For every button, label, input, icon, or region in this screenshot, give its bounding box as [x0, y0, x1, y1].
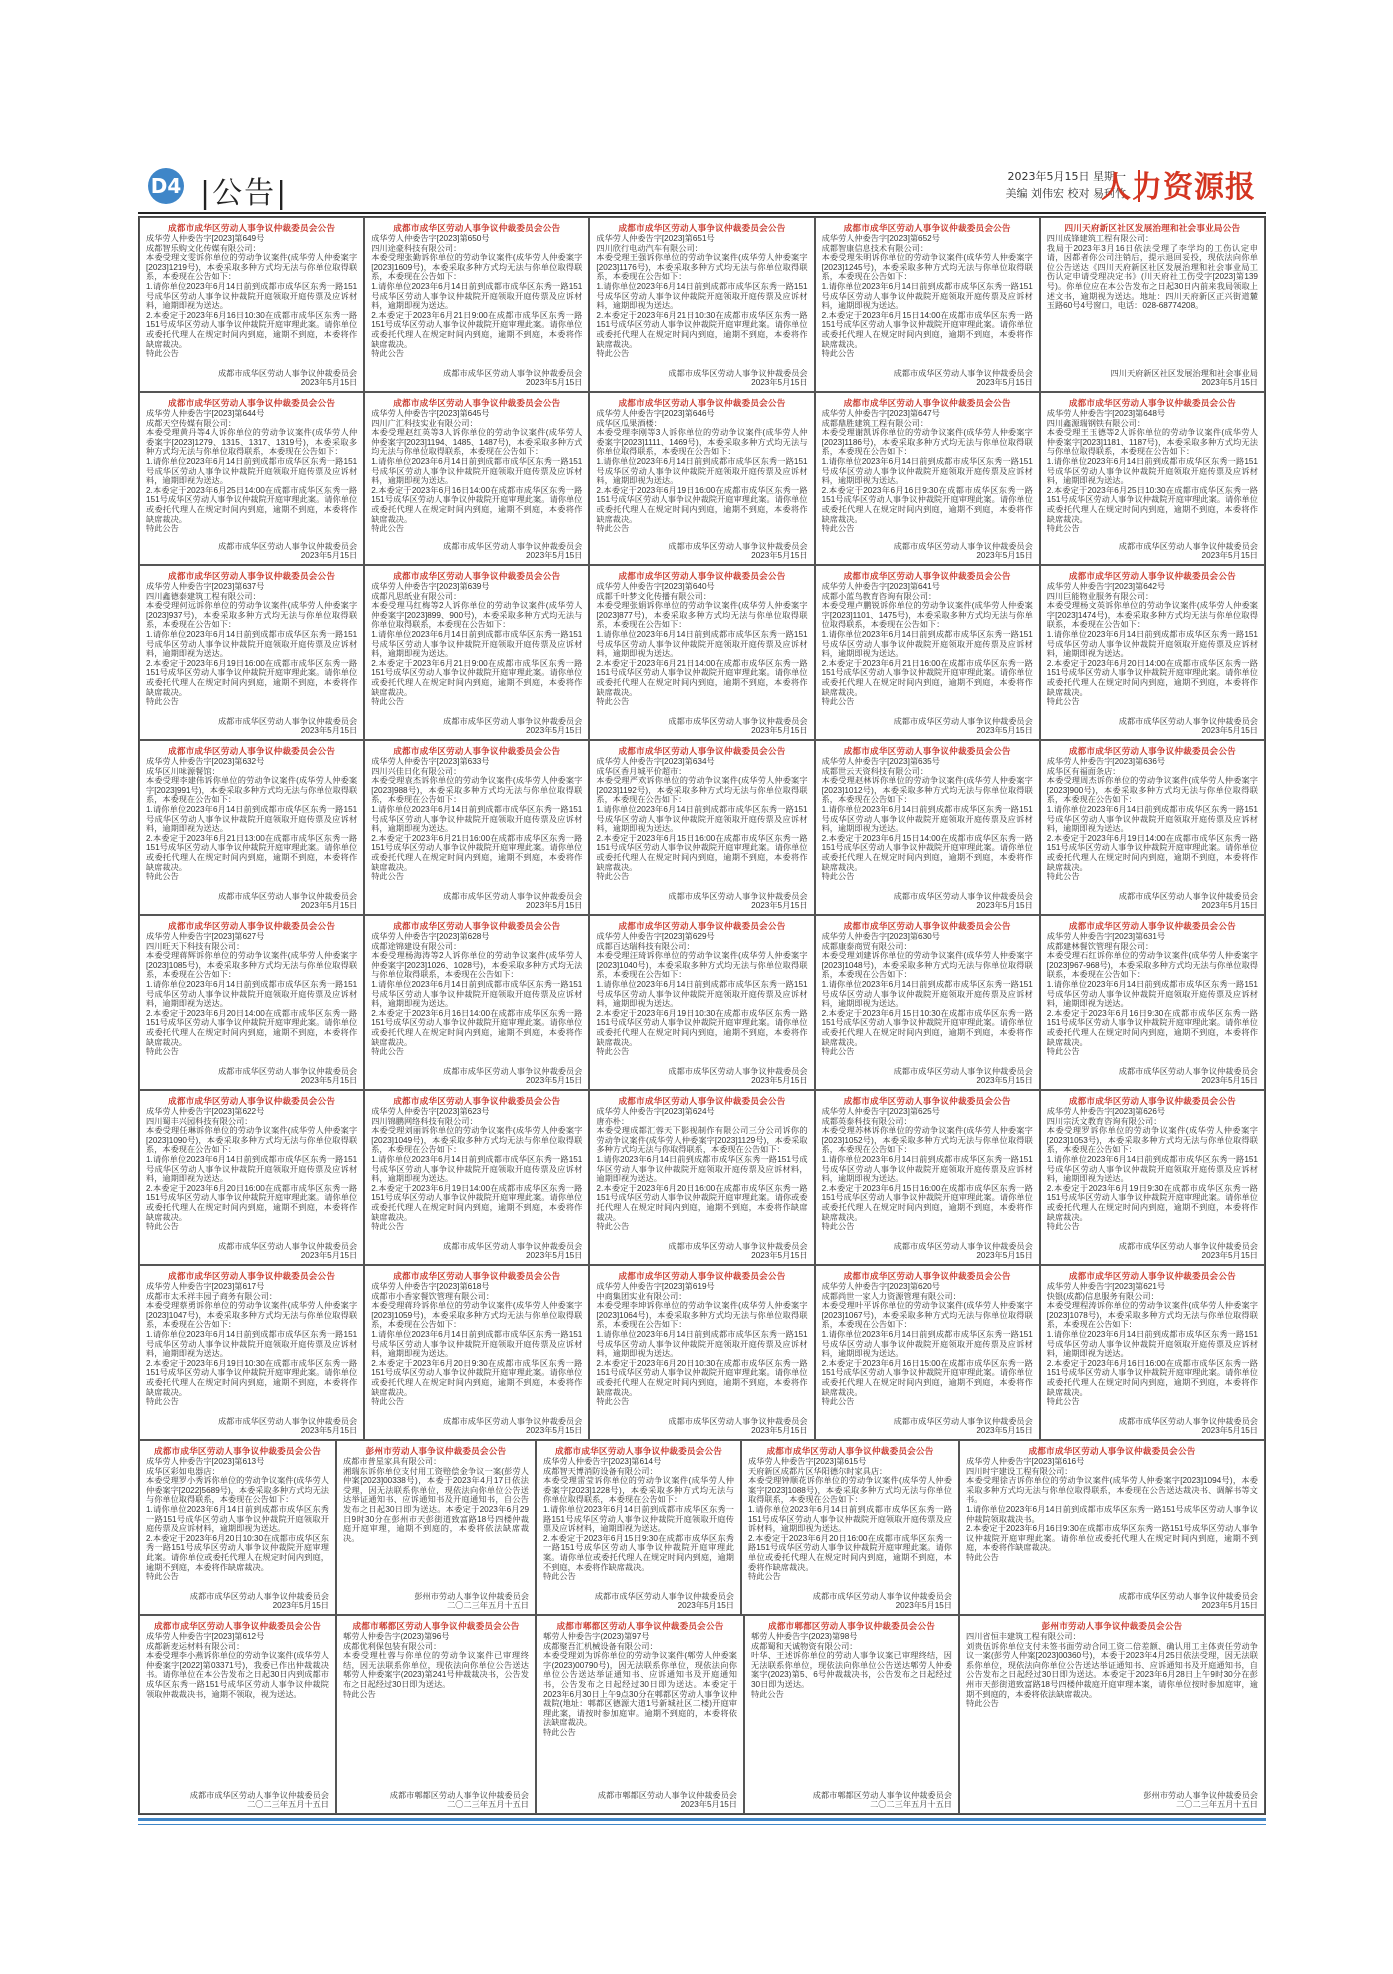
notice-block [536, 1615, 744, 1814]
footer-rule-thin [138, 1824, 1266, 1825]
notice-title: 成都市成华区劳动人事争议仲裁委员会公告 [843, 571, 1011, 581]
notice-title: 成都市郫都区劳动人事争议仲裁委员会公告 [767, 1621, 936, 1631]
notice-signature: 成都市成华区劳动人事争议仲裁委员会 2023年5月15日 [1118, 1416, 1258, 1436]
notice-title: 成都市郫都区劳动人事争议仲裁委员会公告 [556, 1621, 724, 1631]
notice-signature: 成都市成华区劳动人事争议仲裁委员会 2023年5月15日 [893, 1241, 1033, 1261]
notice-body: 成华劳人仲委告字[2023]第634号 成华区香月城平价超市： 本委受理严欢诉你单位的劳动争议案件(成华劳人仲委案字[2023]1192号)，本委采取多种方式均无法与你单位取得联系，本委现在公告如下： 1.请你单位2023年6月14日前到成都市成华区东秀一路151号成华区劳动人事争议仲裁院开庭领取开庭传票及应诉材料，逾期即视为送达。 2.本委定于2023年6月15日16:00在成都市成华区东秀一路151号成华区劳动人事争议仲裁院开庭审理此案。请你单位或委托代理人在规定时间内到庭，逾期不到庭，本委将作缺席裁决。 特此公告 [596, 757, 808, 882]
footer-rule [138, 1818, 1266, 1821]
notice-body: 成华劳人仲委告字[2023]第645号 四川广汇科技实业有限公司： 本委受理赵红英等3人诉你单位的劳动争议案件(成华劳人仲委案字[2023]1194、1485、1487号)，本委采取多种方式均无法与你单位取得联系，本委现在公告如下： 1.请你单位2023年6月14日前到成都市成华区东秀一路151号成华区劳动人事争议仲裁院开庭领取开庭传票及应诉材料，逾期即视为送达。 2.本委定于2023年6月16日14:00在成都市成华区东秀一路151号成华区劳动人事争议仲裁院开庭审理此案。请你单位或委托代理人在规定时间内到庭，逾期不到庭，本委将作缺席裁决。 特此公告 [371, 409, 583, 534]
notice-body: 成华劳人仲委告字[2023]第652号 成都智康信息技术有限公司： 本委受理朱明诉你单位的劳动争议案件(成华劳人仲委案字[2023]1245号)，本委采取多种方式均无法与你单位取得联系，本委现在公告如下： 1.请你单位2023年6月14日前到成都市成华区东秀一路151号成华区劳动人事争议仲裁院开庭领取开庭传票及应诉材料，逾期即视为送达。 2.本委定于2023年6月15日14:00在成都市成华区东秀一路151号成华区劳动人事争议仲裁院开庭审理此案。请你单位或委托代理人在规定时间内到庭，逾期不到庭，本委将作缺席裁决。 特此公告 [821, 234, 1033, 359]
notice-signature: 成都市成华区劳动人事争议仲裁委员会 2023年5月15日 [812, 1591, 952, 1611]
notice-signature: 成都市成华区劳动人事争议仲裁委员会 2023年5月15日 [217, 1241, 358, 1261]
notice-body: 郫劳人仲委告字(2023)第96号 成都优利保包装有限公司： 本委受理杜蓉与你单位的劳动争议案件已审理终结，因无法联系你单位，现依法向你单位公告送达郫劳人仲委案字(2023)第241号仲裁裁决书，公告发布之日起经过30日即为送达。 特此公告 [343, 1632, 529, 1699]
notice-block [364, 217, 589, 392]
notice-title: 成都市成华区劳动人事争议仲裁委员会公告 [393, 223, 561, 233]
notice-body: 成华劳人仲委告字[2023]第630号 成都康泰商贸有限公司： 本委受理刘建诉你单位的劳动争议案件(成华劳人仲委案字[2023]1048号)，本委采取多种方式均无法与你单位取得联系，本委现在公告如下： 1.请你单位2023年6月14日前到成都市成华区东秀一路151号成华区劳动人事争议仲裁院开庭领取开庭传票及应诉材料，逾期即视为送达。 2.本委定于2023年6月15日10:30在成都市成华区东秀一路151号成华区劳动人事争议仲裁院开庭审理此案。请你单位或委托代理人在规定时间内到庭，逾期不到庭，本委将作缺席裁决。 特此公告 [821, 932, 1033, 1057]
notice-block [589, 915, 814, 1090]
notice-signature: 成都市成华区劳动人事争议仲裁委员会 2023年5月15日 [217, 368, 358, 388]
notice-title: 彭州市劳动人事争议仲裁委员会公告 [365, 1446, 507, 1456]
notice-block [139, 392, 364, 565]
notice-body: 成华劳人仲委告字[2023]第623号 四川锦鹏网络科技有限公司： 本委受理刘丽诉你单位的劳动争议案件(成华劳人仲委案字[2023]1049号)，本委采取多种方式均无法与你单位取得联系，本委现在公告如下： 1.请你单位2023年6月14日前到成都市成华区东秀一路151号成华区劳动人事争议仲裁院开庭领取开庭传票及应诉材料，逾期即视为送达。 2.本委定于2023年6月19日14:00在成都市成华区东秀一路151号成华区劳动人事争议仲裁院开庭审理此案。请你单位或委托代理人在规定时间内到庭，逾期不到庭，本委将作缺席裁决。 特此公告 [371, 1107, 583, 1232]
notice-title: 成都市成华区劳动人事争议仲裁委员会公告 [618, 223, 786, 233]
notice-body: 成华劳人仲委告字[2023]第614号 成都智天博消防设备有限公司： 本委受理雷莹诉你单位的劳动争议案件(成华劳人仲委案字[2023]1228号)，本委采取多种方式均无法与你单位取得联系，本委现在公告如下： 1.请你单位2023年6月14日前到成都市成华区东秀一路151号成华区劳动人事争议仲裁院开庭领取开庭传票及应诉材料，逾期即视为送达。 2.本委定于2023年6月15日9:30在成都市成华区东秀一路151号成华区劳动人事争议仲裁院开庭审理此案。请你单位或委托代理人在规定时间内到庭，逾期不到庭，本委将作缺席裁决。 特此公告 [543, 1457, 734, 1582]
notice-block [364, 1265, 589, 1440]
notice-signature: 成都市成华区劳动人事争议仲裁委员会 2023年5月15日 [1118, 716, 1258, 736]
notice-signature: 成都市成华区劳动人事争议仲裁委员会 2023年5月15日 [443, 891, 583, 911]
notice-body: 四川成锋建筑工程有限公司： 我局于2023年3月16日依法受理了李学均的工伤认定申请，因都者你公司注销后，提示退回妥投，现依法向你单位公告送达《四川天府新区社区发展治理和社会事业局工伤认定申请受理决定书》(川天府社工伤受字[2023]第139号)。你单位应在本公告发布之日起30日内前来我局领取上述文书，逾期视为送达。地址：四川天府新区正兴街道麓玉路60号4号窗口，电话：028-68774208。 [1046, 234, 1258, 311]
notice-block [589, 1090, 814, 1265]
notice-body: 成华劳人仲委告字[2023]第622号 四川蜀丰兴园科技有限公司： 本委受理任琳诉你单位的劳动争议案件(成华劳人仲委案字[2023]1090号)，本委采取多种方式均无法与你单位取得联系，本委现在公告如下： 1.请你单位2023年6月14日前到成都市成华区东秀一路151号成华区劳动人事争议仲裁院开庭领取开庭传票及应诉材料，逾期即视为送达。 2.本委定于2023年6月20日16:00在成都市成华区东秀一路151号成华区劳动人事争议仲裁院开庭审理此案。请你单位或委托代理人在规定时间内到庭，逾期不到庭，本委将作缺席裁决。 特此公告 [146, 1107, 358, 1232]
notice-block [364, 1090, 589, 1265]
notice-block [536, 1440, 741, 1615]
notice-signature: 成都市成华区劳动人事争议仲裁委员会 2023年5月15日 [893, 368, 1033, 388]
notice-block [815, 1265, 1040, 1440]
notice-title: 成都市成华区劳动人事争议仲裁委员会公告 [618, 1096, 786, 1106]
notice-signature: 成都市成华区劳动人事争议仲裁委员会 2023年5月15日 [668, 368, 808, 388]
notice-signature: 成都市成华区劳动人事争议仲裁委员会 2023年5月15日 [217, 1066, 358, 1086]
notice-signature: 成都市成华区劳动人事争议仲裁委员会 2023年5月15日 [1118, 891, 1258, 911]
notice-block [139, 1440, 336, 1615]
notice-title: 成都市成华区劳动人事争议仲裁委员会公告 [618, 921, 786, 931]
notice-signature: 四川天府新区社区发展治理和社会事业局 2023年5月15日 [1110, 368, 1258, 388]
notice-signature: 成都市郫都区劳动人事争议仲裁委员会 二〇二三年五月十五日 [812, 1790, 952, 1810]
notice-body: 成华劳人仲委告字[2023]第625号 成都英泰科技有限公司： 本委受理苏林诉你单位的劳动争议案件(成华劳人仲委案字[2023]1052号)，本委采取多种方式均无法与你单位取得联系，本委现在公告如下： 1.请你单位2023年6月14日前到成都市成华区东秀一路151号成华区劳动人事争议仲裁院开庭领取开庭传票及应诉材料，逾期即视为送达。 2.本委定于2023年6月15日16:00在成都市成华区东秀一路151号成华区劳动人事争议仲裁院开庭审理此案。请你单位或委托代理人在规定时间内到庭，逾期不到庭，本委将作缺席裁决。 特此公告 [821, 1107, 1033, 1232]
notice-signature: 成都市成华区劳动人事争议仲裁委员会 2023年5月15日 [893, 716, 1033, 736]
notice-body: 成华劳人仲委告字[2023]第644号 成都天空传媒有限公司： 本委受理黄丹等4人诉你单位的劳动争议案件(成华劳人仲委案字[2023]1279、1315、1317、1319号)，本委采取多种方式均无法与你单位取得联系，本委现在公告如下： 1.请你单位2023年6月14日前到成都市成华区东秀一路151号成华区劳动人事争议仲裁院开庭领取开庭传票及应诉材料，逾期即视为送达。 2.本委定于2023年6月25日14:00在成都市成华区东秀一路151号成华区劳动人事争议仲裁院开庭审理此案。请你单位或委托代理人在规定时间内到庭，逾期不到庭，本委将作缺席裁决。 特此公告 [146, 409, 358, 534]
notice-title: 成都市成华区劳动人事争议仲裁委员会公告 [618, 571, 786, 581]
notice-title: 成都市成华区劳动人事争议仲裁委员会公告 [1028, 1446, 1196, 1456]
notice-body: 成华劳人仲委告字[2023]第649号 成都智乐购文化传媒有限公司： 本委受理文雯诉你单位的劳动争议案件(成华劳人仲委案字[2023]1219号)，本委采取多种方式均无法与你单位取得联系，本委现在公告如下： 1.请你单位2023年6月14日前到成都市成华区东秀一路151号成华区劳动人事争议仲裁院开庭领取开庭传票及应诉材料，逾期即视为送达。 2.本委定于2023年6月16日10:30在成都市成华区东秀一路151号成华区劳动人事争议仲裁院开庭审理此案。请你单位或委托代理人在规定时间内到庭，逾期不到庭，本委将作缺席裁决。 特此公告 [146, 234, 358, 359]
section-label: 公告 [212, 176, 277, 211]
notice-signature: 成都市成华区劳动人事争议仲裁委员会 2023年5月15日 [443, 1416, 583, 1436]
newspaper-masthead: 人力资源报 [1101, 170, 1256, 205]
notice-grid [138, 216, 1266, 1815]
notice-body: 成华劳人仲委告字[2023]第642号 四川巨能物业服务有限公司： 本委受理杨文英诉你单位的劳动争议案件(成华劳人仲委案字[2023]1474号)，本委采取多种方式均无法与你单位取得联系，本委现在公告如下： 1.请你单位2023年6月14日前到成都市成华区东秀一路151号成华区劳动人事争议仲裁院开庭领取开庭传票及应诉材料，逾期即视为送达。 2.本委定于2023年6月20日14:00在成都市成华区东秀一路151号成华区劳动人事争议仲裁院开庭审理此案。请你单位或委托代理人在规定时间内到庭，逾期不到庭，本委将作缺席裁决。 特此公告 [1046, 582, 1258, 707]
notice-block [139, 1265, 364, 1440]
notice-block [1040, 1090, 1265, 1265]
notice-title: 成都市成华区劳动人事争议仲裁委员会公告 [843, 921, 1011, 931]
notice-signature: 成都市成华区劳动人事争议仲裁委员会 2023年5月15日 [217, 891, 358, 911]
notice-signature: 成都市成华区劳动人事争议仲裁委员会 2023年5月15日 [893, 541, 1033, 561]
notice-title: 成都市成华区劳动人事争议仲裁委员会公告 [393, 571, 561, 581]
notice-title: 成都市成华区劳动人事争议仲裁委员会公告 [843, 1271, 1011, 1281]
notice-title: 成都市成华区劳动人事争议仲裁委员会公告 [618, 746, 786, 756]
notice-block [589, 217, 814, 392]
notice-body: 成华劳人仲委告字[2023]第627号 四川旺天下科技有限公司： 本委受理蒋辉诉你单位的劳动争议案件(成华劳人仲委案字[2023]1085号)，本委采取多种方式均无法与你单位取得联系，本委现在公告如下： 1.请你单位2023年6月14日前到成都市成华区东秀一路151号成华区劳动人事争议仲裁院开庭领取开庭传票及应诉材料，逾期即视为送达。 2.本委定于2023年6月20日14:00在成都市成华区东秀一路151号成华区劳动人事争议仲裁院开庭审理此案。请你单位或委托代理人在规定时间内到庭，逾期不到庭，本委将作缺席裁决。 特此公告 [146, 932, 358, 1057]
notice-body: 成华劳人仲委告字[2023]第615号 天府新区成都片区华阳德尔时家具店： 本委受理钟顺花诉你单位的劳动争议案件(成华劳人仲委案字[2023]1088号)，本委采取多种方式均无法与你单位取得联系，本委现在公告如下： 1.请你单位2023年6月14日前到成都市成华区东秀一路151号成华区劳动人事争议仲裁院开庭领取开庭传票及应诉材料，逾期即视为送达。 2.本委定于2023年6月20日16:00在成都市成华区东秀一路151号成华区劳动人事争议仲裁院开庭审理此案。请你单位或委托代理人在规定时间内到庭，逾期不到庭，本委将作缺席裁决。 特此公告 [748, 1457, 952, 1582]
notice-title: 成都市成华区劳动人事争议仲裁委员会公告 [153, 1446, 322, 1456]
notice-body: 成华劳人仲委告字[2023]第635号 成都世云天资科技有限公司： 本委受理赵林诉你单位的劳动争议案件(成华劳人仲委案字[2023]1012号)，本委采取多种方式均无法与你单位取得联系，本委现在公告如下： 1.请你单位2023年6月14日前到成都市成华区东秀一路151号成华区劳动人事争议仲裁院开庭领取开庭传票及应诉材料，逾期即视为送达。 2.本委定于2023年6月15日14:00在成都市成华区东秀一路151号成华区劳动人事争议仲裁院开庭审理此案。请你单位或委托代理人在规定时间内到庭，逾期不到庭，本委将作缺席裁决。 特此公告 [821, 757, 1033, 882]
notice-signature: 成都市成华区劳动人事争议仲裁委员会 2023年5月15日 [217, 1416, 358, 1436]
notice-body: 成华劳人仲委告字[2023]第648号 四川鑫源瑞钢铁有限公司： 本委受理王玉德等2人诉你单位的劳动争议案件(成华劳人仲委案字[2023]1181、1187号)，本委采取多种方式均无法与你单位取得联系，本委现在公告如下： 1.请你单位2023年6月14日前到成都市成华区东秀一路151号成华区劳动人事争议仲裁院开庭领取开庭传票及应诉材料，逾期即视为送达。 2.本委定于2023年6月25日10:30在成都市成华区东秀一路151号成华区劳动人事争议仲裁院开庭审理此案。请你单位或委托代理人在规定时间内到庭，逾期不到庭，本委将作缺席裁决。 特此公告 [1046, 409, 1258, 534]
notice-block [1040, 915, 1265, 1090]
notice-body: 成华劳人仲委告字[2023]第620号 成都尚世一家人力资源管理有限公司： 本委受理叶平诉你单位的劳动争议案件(成华劳人仲委案字[2023]1067号)，本委采取多种方式均无法与你单位取得联系，本委现在公告如下： 1.请你单位2023年6月14日前到成都市成华区东秀一路151号成华区劳动人事争议仲裁院开庭领取开庭传票及应诉材料，逾期即视为送达。 2.本委定于2023年6月16日15:00在成都市成华区东秀一路151号成华区劳动人事争议仲裁院开庭审理此案。请你单位或委托代理人在规定时间内到庭，逾期不到庭，本委将作缺席裁决。 特此公告 [821, 1282, 1033, 1407]
notice-signature: 成都市成华区劳动人事争议仲裁委员会 2023年5月15日 [1118, 1591, 1258, 1611]
notice-title: 成都市成华区劳动人事争议仲裁委员会公告 [554, 1446, 723, 1456]
notice-body: 成华劳人仲委告字[2023]第618号 成都市小香家餐饮管理有限公司： 本委受理蒋玲诉你单位的劳动争议案件(成华劳人仲委案字[2023]1059号)，本委采取多种方式均无法与你单位取得联系，本委现在公告如下： 1.请你单位2023年6月14日前到成都市成华区东秀一路151号成华区劳动人事争议仲裁院开庭领取开庭传票及应诉材料，逾期即视为送达。 2.本委定于2023年6月20日9:30在成都市成华区东秀一路151号成华区劳动人事争议仲裁院开庭审理此案。请你单位或委托代理人在规定时间内到庭，逾期不到庭，本委将作缺席裁决。 特此公告 [371, 1282, 583, 1407]
notice-title: 成都市成华区劳动人事争议仲裁委员会公告 [168, 1096, 336, 1106]
notice-signature: 成都市成华区劳动人事争议仲裁委员会 2023年5月15日 [893, 1066, 1033, 1086]
notice-title: 成都市郫都区劳动人事争议仲裁委员会公告 [352, 1621, 520, 1631]
notice-block [1040, 565, 1265, 740]
notice-title: 成都市成华区劳动人事争议仲裁委员会公告 [393, 921, 561, 931]
notice-signature: 成都市成华区劳动人事争议仲裁委员会 2023年5月15日 [668, 1066, 808, 1086]
notice-signature: 成都市成华区劳动人事争议仲裁委员会 2023年5月15日 [443, 1241, 583, 1261]
notice-title: 成都市成华区劳动人事争议仲裁委员会公告 [1068, 746, 1236, 756]
notice-block [1040, 217, 1265, 392]
notice-block [815, 217, 1040, 392]
notice-signature: 成都市成华区劳动人事争议仲裁委员会 2023年5月15日 [594, 1591, 734, 1611]
notice-title: 彭州市劳动人事争议仲裁委员会公告 [1041, 1621, 1183, 1631]
notice-title: 成都市成华区劳动人事争议仲裁委员会公告 [1068, 1271, 1236, 1281]
notice-body: 成华劳人仲委告字[2023]第646号 成华区瓜果酒楼： 本委受理李刚等3人诉你单位的劳动争议案件(成华劳人仲委案字[2023]1111、1469号)，本委采取多种方式均无法与你单位取得联系，本委现在公告如下： 1.请你单位2023年6月14日前到成都市成华区东秀一路151号成华区劳动人事争议仲裁院开庭领取开庭传票及应诉材料，逾期即视为送达。 2.本委定于2023年6月19日16:00在成都市成华区东秀一路151号成华区劳动人事争议仲裁院开庭审理此案。请你单位或委托代理人在规定时间内到庭，逾期不到庭，本委将作缺席裁决。 特此公告 [596, 409, 808, 534]
notice-block [139, 740, 364, 915]
notice-block [589, 565, 814, 740]
notice-body: 成华劳人仲委告字[2023]第631号 成都建林餐饮管理有限公司： 本委受理石红诉你单位的劳动争议案件(成华劳人仲委案字[2023]967-968号)，本委采取多种方式均无法与你单位取得联系，本委现在公告如下： 1.请你单位2023年6月14日前到成都市成华区东秀一路151号成华区劳动人事争议仲裁院开庭领取开庭传票及应诉材料，逾期即视为送达。 2.本委定于2023年6月16日9:30在成都市成华区东秀一路151号成华区劳动人事争议仲裁院开庭审理此案。请你单位或委托代理人在规定时间内到庭，逾期不到庭，本委将作缺席裁决。 特此公告 [1046, 932, 1258, 1057]
notice-block [139, 565, 364, 740]
notice-signature: 成都市成华区劳动人事争议仲裁委员会 二〇二三年五月十五日 [189, 1790, 329, 1810]
notice-body: 成华劳人仲委告字[2023]第621号 快银(成都)信息服务有限公司： 本委受理程涛诉你单位的劳动争议案件(成华劳人仲委案字[2023]1078号)，本委采取多种方式均无法与你单位取得联系，本委现在公告如下： 1.请你单位2023年6月14日前到成都市成华区东秀一路151号成华区劳动人事争议仲裁院开庭领取开庭传票及应诉材料，逾期即视为送达。 2.本委定于2023年6月16日16:00在成都市成华区东秀一路151号成华区劳动人事争议仲裁院开庭审理此案。请你单位或委托代理人在规定时间内到庭，逾期不到庭，本委将作缺席裁决。 特此公告 [1046, 1282, 1258, 1407]
notice-title: 成都市成华区劳动人事争议仲裁委员会公告 [153, 1621, 322, 1631]
notice-body: 成华劳人仲委告字[2023]第619号 中商集团实业有限公司： 本委受理李坤诉你单位的劳动争议案件(成华劳人仲委案字[2023]1064号)，本委采取多种方式均无法与你单位取得联系，本委现在公告如下： 1.请你单位2023年6月14日前到成都市成华区东秀一路151号成华区劳动人事争议仲裁院开庭领取开庭传票及应诉材料，逾期即视为送达。 2.本委定于2023年6月20日10:30在成都市成华区东秀一路151号成华区劳动人事争议仲裁院开庭审理此案。请你单位或委托代理人在规定时间内到庭，逾期不到庭，本委将作缺席裁决。 特此公告 [596, 1282, 808, 1407]
notice-signature: 成都市成华区劳动人事争议仲裁委员会 2023年5月15日 [189, 1591, 329, 1611]
page-number-badge: D4 [148, 168, 184, 204]
notice-block [1040, 392, 1265, 565]
notice-title: 成都市成华区劳动人事争议仲裁委员会公告 [618, 1271, 786, 1281]
notice-block [336, 1615, 536, 1814]
notice-block [815, 740, 1040, 915]
section-title: |公告| [200, 176, 289, 211]
notice-body: 成华劳人仲委告字[2023]第613号 成华区彩如电器店： 本委受理罗小秀诉你单位的劳动争议案件(成华劳人仲委案字[2022]5689号)，本委采取多种方式均无法与你单位取得联系，本委现在公告如下： 1.请你单位2023年6月14日前到成都市成华区东秀一路151号成华区劳动人事争议仲裁院开庭领取开庭传票及应诉材料，逾期即视为送达。 2.本委定于2023年6月20日10:30在成都市成华区东秀一路151号成华区劳动人事争议仲裁院开庭审理此案。请你单位或委托代理人在规定时间内到庭，逾期不到庭，本委将作缺席裁决。 特此公告 [146, 1457, 329, 1582]
notice-body: 成华劳人仲委告字[2023]第629号 成都百达瑞科技有限公司： 本委受理汪琦诉你单位的劳动争议案件(成华劳人仲委案字[2023]1040号)，本委采取多种方式均无法与你单位取得联系，本委现在公告如下： 1.请你单位2023年6月14日前到成都市成华区东秀一路151号成华区劳动人事争议仲裁院开庭领取开庭传票及应诉材料，逾期即视为送达。 2.本委定于2023年6月19日10:30在成都市成华区东秀一路151号成华区劳动人事争议仲裁院开庭审理此案。请你单位或委托代理人在规定时间内到庭，逾期不到庭，本委将作缺席裁决。 特此公告 [596, 932, 808, 1057]
notice-body: 成都市普星家具有限公司： 湘瑞东诉你单位支付用工资赔偿金争议一案(彭劳人仲案[2023]00338号)，本委于2023年4月17日依法受理，因无法联系你单位，现依法向你单位公告送达举证通知书、应诉通知书及开庭通知书，自公告发布之日起30日即为送达。本委定于2023年6月29日9时30分在彭州市天彭街道致富路18号四楼仲裁庭开庭审理，逾期不到庭的，本委将依法缺席裁决。 [343, 1457, 529, 1543]
notice-block [815, 565, 1040, 740]
notice-title: 成都市成华区劳动人事争议仲裁委员会公告 [168, 223, 336, 233]
notice-title: 成都市成华区劳动人事争议仲裁委员会公告 [1068, 571, 1236, 581]
notice-body: 成华劳人仲委告字[2023]第632号 成华区川味源餐馆： 本委受理李建伟诉你单位的劳动争议案件(成华劳人仲委案字[2023]991号)，本委采取多种方式均无法与你单位取得联系，本委现在公告如下： 1.请你单位2023年6月14日前到成都市成华区东秀一路151号成华区劳动人事争议仲裁院开庭领取开庭传票及应诉材料，逾期即视为送达。 2.本委定于2023年6月21日13:00在成都市成华区东秀一路151号成华区劳动人事争议仲裁院开庭审理此案。请你单位或委托代理人在规定时间内到庭，逾期不到庭，本委将作缺席裁决。 特此公告 [146, 757, 358, 882]
notice-block [336, 1440, 536, 1615]
notice-block [364, 740, 589, 915]
notice-title: 成都市成华区劳动人事争议仲裁委员会公告 [1068, 398, 1236, 408]
notice-signature: 成都市成华区劳动人事争议仲裁委员会 2023年5月15日 [668, 716, 808, 736]
notice-title: 成都市成华区劳动人事争议仲裁委员会公告 [168, 398, 336, 408]
notice-signature: 成都市成华区劳动人事争议仲裁委员会 2023年5月15日 [668, 891, 808, 911]
notice-block [139, 217, 364, 392]
notice-body: 成华劳人仲委告字[2023]第639号 成都凡思纸业有限公司： 本委受理马红梅等2人诉你单位的劳动争议案件(成华劳人仲委案字[2023]899、900号)，本委采取多种方式均无法与你单位取得联系，本委现在公告如下： 1.请你单位2023年6月14日前到成都市成华区东秀一路151号成华区劳动人事争议仲裁院开庭领取开庭传票及应诉材料，逾期即视为送达。 2.本委定于2023年6月21日9:00在成都市成华区东秀一路151号成华区劳动人事争议仲裁院开庭审理此案。请你单位或委托代理人在规定时间内到庭，逾期不到庭，本委将作缺席裁决。 特此公告 [371, 582, 583, 707]
notice-body: 成华劳人仲委告字[2023]第617号 成都市太禾祥丰园子商务有限公司： 本委受理蔡勇诉你单位的劳动争议案件(成华劳人仲委案字[2023]1047号)，本委采取多种方式均无法与你单位取得联系，本委现在公告如下： 1.请你单位2023年6月14日前到成都市成华区东秀一路151号成华区劳动人事争议仲裁院开庭领取开庭传票及应诉材料，逾期即视为送达。 2.本委定于2023年6月19日10:30在成都市成华区东秀一路151号成华区劳动人事争议仲裁院开庭审理此案。请你单位或委托代理人在规定时间内到庭，逾期不到庭，本委将作缺席裁决。 特此公告 [146, 1282, 358, 1407]
notice-body: 郫劳人仲委告字(2023)第97号 成都聚吾汇机械设备有限公司： 本委受理刘为诉你单位的劳动争议案件(郫劳人仲委案字(2023)00790号)，因无法联系你单位，现依法向你单位公告送达举证通知书、应诉通知书及开庭通知书，公告发布之日起经过30日即为送达。本委定于2023年6月30日上午9点30分在郫都区劳动人事争议仲裁院(地址：郫都区德源大道1号新城社区二楼)开庭审理此案，请按时参加庭审。逾期不到庭的，本委将依法缺席裁决。 特此公告 [543, 1632, 737, 1737]
notice-block [364, 915, 589, 1090]
notice-block [589, 1265, 814, 1440]
notice-block [1040, 740, 1265, 915]
notice-body: 成华劳人仲委告字[2023]第647号 成都鼎胜建筑工程有限公司： 本委受理谢凯诉你单位的劳动争议案件(成华劳人仲委案字[2023]1186号)，本委采取多种方式均无法与你单位取得联系，本委现在公告如下： 1.请你单位2023年6月14日前到成都市成华区东秀一路151号成华区劳动人事争议仲裁院开庭领取开庭传票及应诉材料，逾期即视为送达。 2.本委定于2023年6月16日9:30在成都市成华区东秀一路151号成华区劳动人事争议仲裁院开庭审理此案。请你单位或委托代理人在规定时间内到庭，逾期不到庭，本委将作缺席裁决。 特此公告 [821, 409, 1033, 534]
notice-block [1040, 1265, 1265, 1440]
notice-block [744, 1615, 959, 1814]
notice-body: 成华劳人仲委告字[2023]第624号 唐亦朴： 本委受理成都汇蓉天下影视制作有限公司三分公司诉你的劳动争议案件(成华劳人仲委案字[2023]1129号)，本委采取多种方式均无法与你取得联系，本委现在公告如下： 1.请你2023年6月14日前到成都市成华区东秀一路151号成华区劳动人事争议仲裁院开庭领取开庭传票及应诉材料，逾期即视为送达。 2.本委定于2023年6月20日16:00在成都市成华区东秀一路151号成华区劳动人事争议仲裁院开庭审理此案。请你或委托代理人在规定时间内到庭，逾期不到庭，本委将作缺席裁决。 特此公告 [596, 1107, 808, 1232]
notice-title: 成都市成华区劳动人事争议仲裁委员会公告 [168, 571, 336, 581]
notice-signature: 成都市郫都区劳动人事争议仲裁委员会 二〇二三年五月十五日 [389, 1790, 529, 1810]
notice-title: 成都市成华区劳动人事争议仲裁委员会公告 [393, 398, 561, 408]
notice-signature: 成都市成华区劳动人事争议仲裁委员会 2023年5月15日 [1118, 1241, 1258, 1261]
notice-body: 成华劳人仲委告字[2023]第641号 成都小蓝鸟教育咨询有限公司： 本委受理卢鹏锐诉你单位的劳动争议案件(成华劳人仲委案字[2023]1101、1475号)，本委采取多种方式均无法与你单位取得联系，本委现在公告如下： 1.请你单位2023年6月14日前到成都市成华区东秀一路151号成华区劳动人事争议仲裁院开庭领取开庭传票及应诉材料，逾期即视为送达。 2.本委定于2023年6月21日16:00在成都市成华区东秀一路151号成华区劳动人事争议仲裁院开庭审理此案。请你单位或委托代理人在规定时间内到庭，逾期不到庭，本委将作缺席裁决。 特此公告 [821, 582, 1033, 707]
notice-title: 成都市成华区劳动人事争议仲裁委员会公告 [168, 746, 336, 756]
notice-title: 成都市成华区劳动人事争议仲裁委员会公告 [843, 1096, 1011, 1106]
notice-signature: 成都市成华区劳动人事争议仲裁委员会 2023年5月15日 [443, 541, 583, 561]
notice-title: 成都市成华区劳动人事争议仲裁委员会公告 [766, 1446, 934, 1456]
notice-block [589, 392, 814, 565]
notice-body: 成华劳人仲委告字[2023]第628号 成都途锦建设有限公司： 本委受理杨海涛等2人诉你单位的劳动争议案件(成华劳人仲委案字[2023]1026、1028号)，本委采取多种方式均无法与你单位取得联系，本委现在公告如下： 1.请你单位2023年6月14日前到成都市成华区东秀一路151号成华区劳动人事争议仲裁院开庭领取开庭传票及应诉材料，逾期即视为送达。 2.本委定于2023年6月16日14:00在成都市成华区东秀一路151号成华区劳动人事争议仲裁院开庭审理此案。请你单位或委托代理人在规定时间内到庭，逾期不到庭，本委将作缺席裁决。 特此公告 [371, 932, 583, 1057]
notice-signature: 成都市成华区劳动人事争议仲裁委员会 2023年5月15日 [443, 368, 583, 388]
notice-signature: 成都市成华区劳动人事争议仲裁委员会 2023年5月15日 [893, 891, 1033, 911]
notice-body: 成华劳人仲委告字[2023]第650号 四川途豪科技有限公司： 本委受理张勤诉你单位的劳动争议案件(成华劳人仲委案字[2023]1609号)，本委采取多种方式均无法与你单位取得联系，本委现在公告如下： 1.请你单位2023年6月14日前到成都市成华区东秀一路151号成华区劳动人事争议仲裁院开庭领取开庭传票及应诉材料，逾期即视为送达。 2.本委定于2023年6月21日9:00在成都市成华区东秀一路151号成华区劳动人事争议仲裁院开庭审理此案。请你单位或委托代理人在规定时间内到庭，逾期不到庭，本委将作缺席裁决。 特此公告 [371, 234, 583, 359]
notice-signature: 成都市成华区劳动人事争议仲裁委员会 2023年5月15日 [893, 1416, 1033, 1436]
notice-block [815, 392, 1040, 565]
notice-title: 成都市成华区劳动人事争议仲裁委员会公告 [393, 1096, 561, 1106]
notice-title: 成都市成华区劳动人事争议仲裁委员会公告 [618, 398, 786, 408]
notice-body: 成华劳人仲委告字[2023]第637号 四川鑫德泰建筑工程有限公司： 本委受理何远诉你单位的劳动争议案件(成华劳人仲委案字[2023]937号)，本委采取多种方式均无法与你单位取得联系，本委现在公告如下： 1.请你单位2023年6月14日前到成都市成华区东秀一路151号成华区劳动人事争议仲裁院开庭领取开庭传票及应诉材料，逾期即视为送达。 2.本委定于2023年6月19日16:00在成都市成华区东秀一路151号成华区劳动人事争议仲裁院开庭审理此案。请你单位或委托代理人在规定时间内到庭，逾期不到庭，本委将作缺席裁决。 特此公告 [146, 582, 358, 707]
notice-signature: 成都市成华区劳动人事争议仲裁委员会 2023年5月15日 [1118, 1066, 1258, 1086]
issue-date: 2023年5月15日 星期一 [1007, 170, 1126, 183]
notice-signature: 彭州市劳动人事争议仲裁委员会 二〇二三年五月十五日 [414, 1591, 529, 1611]
notice-title: 成都市成华区劳动人事争议仲裁委员会公告 [843, 398, 1011, 408]
notice-signature: 成都市成华区劳动人事争议仲裁委员会 2023年5月15日 [217, 541, 358, 561]
notice-body: 四川省恒丰建筑工程有限公司： 刘贵伍诉你单位支付未签书面劳动合同工资二倍差额、确认用工主体责任劳动争议一案(彭劳人仲案[2023]00360号)，本委于2023年4月25日依法受理，因无法联系你单位，现依法向你单位公告送达举证通知书、应诉通知书及开庭通知书，自公告发布之日起经过30日即为送达。本委定于2023年6月28日上午9时30分在彭州市天彭街道致富路18号四楼仲裁庭开庭审理本案，请你单位按时参加庭审，逾期不到庭的，本委将依法缺席裁决。 特此公告 [966, 1632, 1258, 1709]
notice-block [959, 1615, 1265, 1814]
notice-body: 成华劳人仲委告字[2023]第651号 四川欣行电动汽车有限公司： 本委受理王强诉你单位的劳动争议案件(成华劳人仲委案字[2023]1176号)，本委采取多种方式均无法与你单位取得联系，本委现在公告如下： 1.请你单位2023年6月14日前到成都市成华区东秀一路151号成华区劳动人事争议仲裁院开庭领取开庭传票及应诉材料，逾期即视为送达。 2.本委定于2023年6月21日10:30在成都市成华区东秀一路151号成华区劳动人事争议仲裁院开庭审理此案。请你单位或委托代理人在规定时间内到庭，逾期不到庭，本委将作缺席裁决。 特此公告 [596, 234, 808, 359]
notice-body: 成华劳人仲委告字[2023]第612号 成都新麦运材料有限公司： 本委受理李小燕诉你单位的劳动争议案件(成华劳人仲委案字[2022]第03371号)，我委已作出仲裁裁决书。请你单位在本公告发布之日起30日内到成都市成华区东秀一路151号成华区劳动人事争议仲裁院领取仲裁裁决书，逾期不领取，视为送达。 [146, 1632, 329, 1699]
notice-signature: 成都市成华区劳动人事争议仲裁委员会 2023年5月15日 [217, 716, 358, 736]
notice-block [959, 1440, 1265, 1615]
notice-title: 成都市成华区劳动人事争议仲裁委员会公告 [843, 746, 1011, 756]
notice-signature: 成都市成华区劳动人事争议仲裁委员会 2023年5月15日 [1118, 541, 1258, 561]
notice-block [139, 915, 364, 1090]
notice-block [815, 1090, 1040, 1265]
notice-title: 成都市成华区劳动人事争议仲裁委员会公告 [168, 1271, 336, 1281]
notice-body: 成华劳人仲委告字[2023]第633号 四川兴佳日化有限公司： 本委受理袁杰诉你单位的劳动争议案件(成华劳人仲委案字[2023]988号)，本委采取多种方式均无法与你单位取得联系，本委现在公告如下： 1.请你单位2023年6月14日前到成都市成华区东秀一路151号成华区劳动人事争议仲裁院开庭领取开庭传票及应诉材料，逾期即视为送达。 2.本委定于2023年6月21日16:00在成都市成华区东秀一路151号成华区劳动人事争议仲裁院开庭审理此案。请你单位或委托代理人在规定时间内到庭，逾期不到庭，本委将作缺席裁决。 特此公告 [371, 757, 583, 882]
notice-title: 成都市成华区劳动人事争议仲裁委员会公告 [393, 1271, 561, 1281]
staff-credits: 美编 刘伟宏 校对 易珂竹 [1005, 187, 1126, 200]
notice-title: 四川天府新区社区发展治理和社会事业局公告 [1064, 223, 1241, 233]
notice-signature: 成都市成华区劳动人事争议仲裁委员会 2023年5月15日 [443, 716, 583, 736]
notice-signature: 彭州市劳动人事争议仲裁委员会 二〇二三年五月十五日 [1143, 1790, 1258, 1810]
notice-block [364, 392, 589, 565]
notice-body: 成华劳人仲委告字[2023]第640号 成都千叶梦文化传播有限公司： 本委受理张娟诉你单位的劳动争议案件(成华劳人仲委案字[2023]877号)，本委采取多种方式均无法与你单位取得联系，本委现在公告如下： 1.请你单位2023年6月14日前到成都市成华区东秀一路151号成华区劳动人事争议仲裁院开庭领取开庭传票及应诉材料，逾期即视为送达。 2.本委定于2023年6月21日14:00在成都市成华区东秀一路151号成华区劳动人事争议仲裁院开庭审理此案。请你单位或委托代理人在规定时间内到庭，逾期不到庭，本委将作缺席裁决。 特此公告 [596, 582, 808, 707]
notice-signature: 成都市成华区劳动人事争议仲裁委员会 2023年5月15日 [443, 1066, 583, 1086]
notice-title: 成都市成华区劳动人事争议仲裁委员会公告 [393, 746, 561, 756]
header-rule [138, 212, 1266, 214]
notice-title: 成都市成华区劳动人事争议仲裁委员会公告 [843, 223, 1011, 233]
notice-signature: 成都市成华区劳动人事争议仲裁委员会 2023年5月15日 [668, 1416, 808, 1436]
notice-block [364, 565, 589, 740]
notice-block [589, 740, 814, 915]
notice-title: 成都市成华区劳动人事争议仲裁委员会公告 [168, 921, 336, 931]
notice-block [815, 915, 1040, 1090]
notice-signature: 成都市成华区劳动人事争议仲裁委员会 2023年5月15日 [668, 541, 808, 561]
notice-signature: 成都市成华区劳动人事争议仲裁委员会 2023年5月15日 [668, 1241, 808, 1261]
notice-signature: 成都市郫都区劳动人事争议仲裁委员会 2023年5月15日 [597, 1790, 737, 1810]
page-header [138, 158, 1266, 214]
notice-body: 成华劳人仲委告字[2023]第626号 四川宗沃文教育咨询有限公司： 本委受理罗诉你单位的劳动争议案件(成华劳人仲委案字[2023]1053号)，本委采取多种方式均无法与你单位取得联系，本委现在公告如下： 1.请你单位2023年6月14日前到成都市成华区东秀一路151号成华区劳动人事争议仲裁院开庭领取开庭传票及应诉材料，逾期即视为送达。 2.本委定于2023年6月19日9:30在成都市成华区东秀一路151号成华区劳动人事争议仲裁院开庭审理此案。请你单位或委托代理人在规定时间内到庭，逾期不到庭，本委将作缺席裁决。 特此公告 [1046, 1107, 1258, 1232]
notice-body: 成华劳人仲委告字[2023]第616号 四川时宇建设工程有限公司： 本委受理徐吉诉你单位的劳动争议案件(成华劳人仲委案字[2023]1094号)，本委采取多种方式均无法与你单位取得联系，本委现在公告送达裁决书、调解书等文书。 1.请你单位2023年6月14日前到成都市成华区东秀一路151号成华区劳动人事争议仲裁院领取裁决书。 2.本委定于2023年6月16日9:30在成都市成华区东秀一路151号成华区劳动人事争议仲裁院开庭审理此案。请你单位或委托代理人在规定时间内到庭，逾期不到庭，本委将作缺席裁决。 特此公告 [966, 1457, 1258, 1562]
notice-body: 郫劳人仲委告字(2023)第98号 成都蜀和天诚物资有限公司： 叶华、王述诉你单位的劳动人事争议案已审理终结，因无法联系你单位，现依法向你单位公告送达郫劳人仲委案字(2023)第5、6号仲裁裁决书，公告发布之日起经过30日即为送达。 特此公告 [751, 1632, 952, 1699]
notice-block [741, 1440, 959, 1615]
notice-block [139, 1615, 336, 1814]
notice-block [139, 1090, 364, 1265]
notice-body: 成华劳人仲委告字[2023]第636号 成华区有福面条店： 本委受理周杰诉你单位的劳动争议案件(成华劳人仲委案字[2023]900号)，本委采取多种方式均无法与你单位取得联系，本委现在公告如下： 1.请你单位2023年6月14日前到成都市成华区东秀一路151号成华区劳动人事争议仲裁院开庭领取开庭传票及应诉材料，逾期即视为送达。 2.本委定于2023年6月19日14:00在成都市成华区东秀一路151号成华区劳动人事争议仲裁院开庭审理此案。请你单位或委托代理人在规定时间内到庭，逾期不到庭，本委将作缺席裁决。 特此公告 [1046, 757, 1258, 882]
notice-title: 成都市成华区劳动人事争议仲裁委员会公告 [1068, 1096, 1236, 1106]
notice-title: 成都市成华区劳动人事争议仲裁委员会公告 [1068, 921, 1236, 931]
